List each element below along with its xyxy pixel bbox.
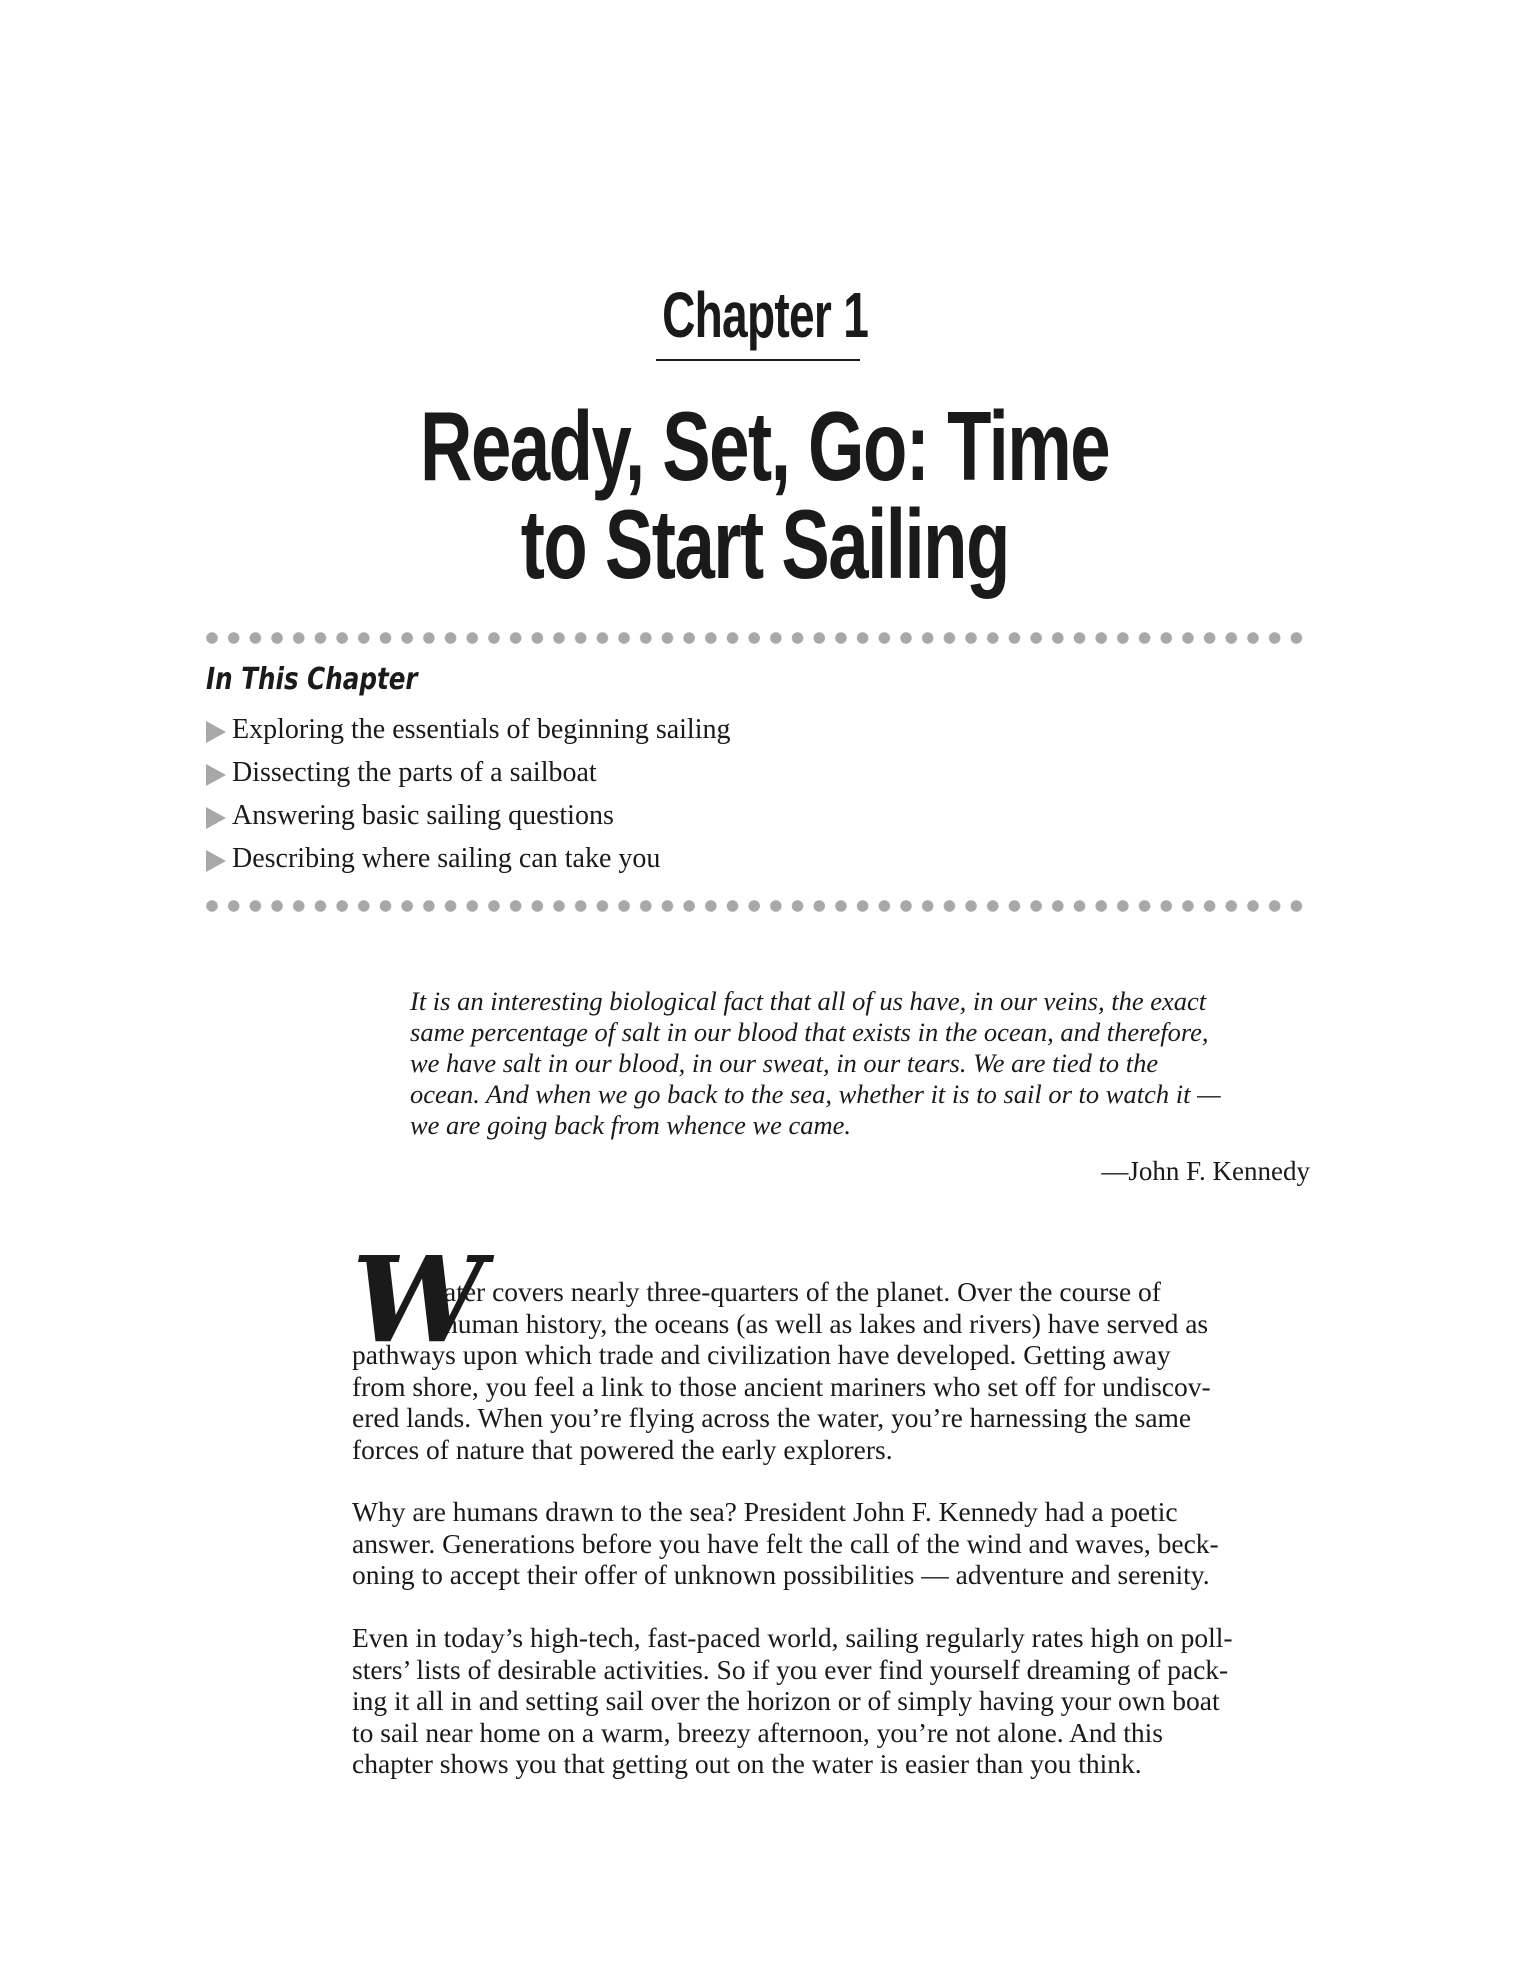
quote-line: same percentage of salt in our blood that exists in the ocean, and therefore, [410, 1017, 1209, 1047]
list-item [206, 794, 730, 837]
chapter-underline [656, 359, 860, 361]
drop-cap: W [352, 1230, 485, 1369]
body-line: sters’ lists of desirable activities. So if you ever find yourself dreaming of pack- [352, 1653, 1229, 1685]
chapter-number-text: Chapter 1 [661, 279, 869, 351]
body-line: from shore, you feel a link to those ancient mariners who set off for undiscov- [352, 1370, 1211, 1402]
body-line: ered lands. When you’re flying across the water, you’re harnessing the same [352, 1402, 1192, 1433]
title-text: to Start Sailing [520, 489, 1010, 599]
triangle-bullet-icon [206, 764, 226, 786]
epigraph-attribution: —John F. Kennedy [1101, 1156, 1310, 1186]
list-item [206, 708, 730, 751]
body-line: pathways upon which trade and civilization have developed. Getting away [352, 1339, 1171, 1370]
body-line: oning to accept their offer of unknown possibilities — adventure and serenity. [352, 1559, 1210, 1590]
body-line: chapter shows you that getting out on the water is easier than you think. [352, 1748, 1142, 1779]
list-item [206, 751, 730, 794]
list-item-text: Answering basic sailing questions [232, 799, 614, 831]
dotted-divider-bottom [206, 900, 1312, 912]
list-item-text: Describing where sailing can take you [232, 842, 661, 874]
paragraph-2 [352, 1496, 1312, 1591]
triangle-bullet-icon [206, 721, 226, 743]
chapter-number [0, 278, 1530, 352]
paragraph-1 [352, 1276, 1312, 1465]
body-line: human history, the oceans (as well as lakes and rivers) have served as [444, 1307, 1209, 1339]
body-line: answer. Generations before you have felt the call of the wind and waves, beck- [352, 1527, 1219, 1559]
epigraph-quote [410, 986, 1310, 1141]
quote-line: It is an interesting biological fact that all of us have, in our veins, the exact [410, 986, 1207, 1016]
quote-line: ocean. And when we go back to the sea, whether it is to sail or to watch it — [410, 1079, 1221, 1109]
paragraph-3 [352, 1622, 1312, 1780]
body-line: ater covers nearly three-quarters of the planet. Over the course of [444, 1276, 1161, 1307]
body-line: Even in today’s high-tech, fast-paced world, sailing regularly rates high on poll- [352, 1622, 1233, 1653]
title-text: Ready, Set, Go: Time [420, 391, 1110, 501]
chapter-title-line-2 [0, 489, 1530, 599]
list-item-text: Dissecting the parts of a sailboat [232, 756, 597, 788]
in-this-chapter-heading: In This Chapter [206, 662, 418, 697]
dotted-divider-top [206, 632, 1312, 644]
chapter-topics-list [206, 708, 730, 880]
body-line: forces of nature that powered the early explorers. [352, 1433, 893, 1465]
quote-line: we are going back from whence we came. [410, 1110, 852, 1140]
triangle-bullet-icon [206, 807, 226, 829]
list-item [206, 837, 730, 880]
body-line: Why are humans drawn to the sea? President John F. Kennedy had a poetic [352, 1496, 1178, 1527]
body-line: ing it all in and setting sail over the horizon or of simply having your own boat [352, 1685, 1220, 1716]
body-line: to sail near home on a warm, breezy afternoon, you’re not alone. And this [352, 1716, 1163, 1748]
quote-line: we have salt in our blood, in our sweat, in our tears. We are tied to the [410, 1048, 1159, 1078]
chapter-title-line-1 [0, 391, 1530, 501]
list-item-text: Exploring the essentials of beginning sailing [232, 713, 731, 745]
triangle-bullet-icon [206, 850, 226, 872]
